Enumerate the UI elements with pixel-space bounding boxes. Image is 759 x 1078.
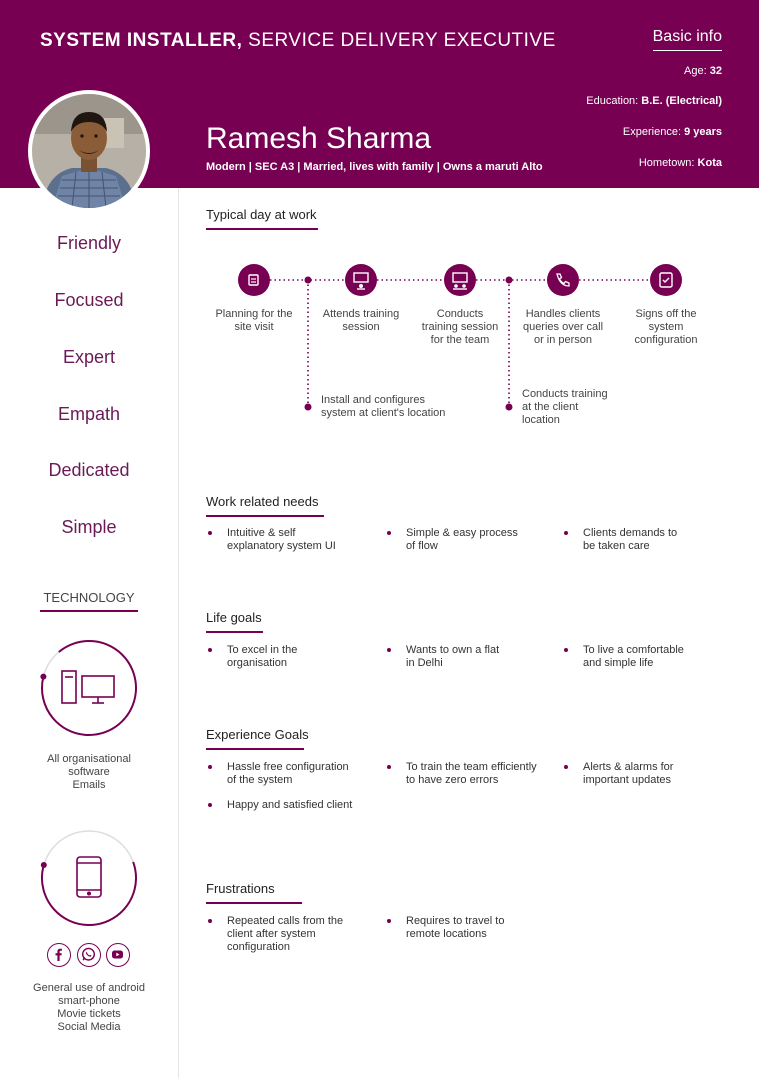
- timeline-step: Conducts training session for the team: [421, 308, 499, 346]
- smartphone-icon: [77, 857, 101, 897]
- basic-info-hometown: Hometown: Kota: [638, 157, 722, 169]
- desktop-computer-icon: [62, 671, 114, 703]
- facebook-icon: [47, 943, 71, 967]
- list-item: To train the team efficiently to have zero errors: [406, 761, 566, 787]
- trait-item: Simple: [61, 517, 117, 537]
- timeline-step: Attends training session: [322, 308, 400, 333]
- timeline-step: Handles clients queries over call or in person: [522, 308, 604, 346]
- list-item: To excel in the organisation: [227, 644, 377, 670]
- mobile-usage-text: General use of android smart-phone Movie tickets Social Media: [33, 982, 145, 1033]
- team-training-icon: [444, 264, 476, 296]
- life-goals-title: Life goals: [206, 610, 263, 633]
- basic-info-education: Education: B.E. (Electrical): [586, 95, 722, 107]
- experience-goals-title: Experience Goals: [206, 727, 304, 750]
- desktop-usage-ring: [40, 639, 138, 737]
- phone-icon: [547, 264, 579, 296]
- list-item: Happy and satisfied client: [227, 799, 377, 812]
- timeline-branch: Install and configures system at client's location: [321, 394, 446, 419]
- persona-tags: Modern | SEC A3 | Married, lives with family | Owns a maruti Alto: [206, 161, 543, 173]
- avatar: [28, 90, 150, 212]
- basic-info-experience: Experience: 9 years: [622, 126, 722, 138]
- signoff-icon: [650, 264, 682, 296]
- trait-item: Focused: [54, 290, 124, 310]
- training-icon: [345, 264, 377, 296]
- list-item: Wants to own a flat in Delhi: [406, 644, 556, 670]
- trait-item: Friendly: [56, 233, 122, 253]
- mobile-usage-ring: [40, 829, 138, 927]
- timeline-step: Signs off the system configuration: [634, 308, 698, 346]
- trait-item: Empath: [57, 404, 121, 424]
- avatar-portrait: [32, 94, 146, 208]
- technology-title: TECHNOLOGY: [40, 590, 138, 612]
- work-needs-title: Work related needs: [206, 494, 324, 517]
- basic-info-age: Age: 32: [684, 65, 722, 77]
- persona-name: Ramesh Sharma: [206, 122, 432, 155]
- trait-item: Dedicated: [48, 460, 130, 480]
- youtube-icon: [106, 943, 130, 967]
- planning-icon: [238, 264, 270, 296]
- whatsapp-icon: [77, 943, 101, 967]
- basic-info-title: Basic info: [653, 28, 722, 51]
- typical-day-title: Typical day at work: [206, 207, 318, 230]
- list-item: Alerts & alarms for important updates: [583, 761, 733, 787]
- desktop-usage-text: All organisational software Emails: [47, 753, 131, 791]
- role-title: SYSTEM INSTALLER, SERVICE DELIVERY EXECUTIVE: [40, 30, 556, 51]
- timeline-step: Planning for the site visit: [215, 308, 293, 333]
- timeline-branch: Conducts training at the client location: [522, 388, 608, 426]
- list-item: Clients demands to be taken care: [583, 527, 733, 553]
- frustrations-title: Frustrations: [206, 881, 302, 904]
- column-divider: [178, 188, 179, 1078]
- list-item: Hassle free configuration of the system: [227, 761, 377, 787]
- trait-item: Expert: [62, 347, 116, 367]
- list-item: Repeated calls from the client after system configuration: [227, 915, 377, 954]
- list-item: Requires to travel to remote locations: [406, 915, 556, 941]
- list-item: Intuitive & self explanatory system UI: [227, 527, 377, 553]
- list-item: To live a comfortable and simple life: [583, 644, 733, 670]
- list-item: Simple & easy process of flow: [406, 527, 556, 553]
